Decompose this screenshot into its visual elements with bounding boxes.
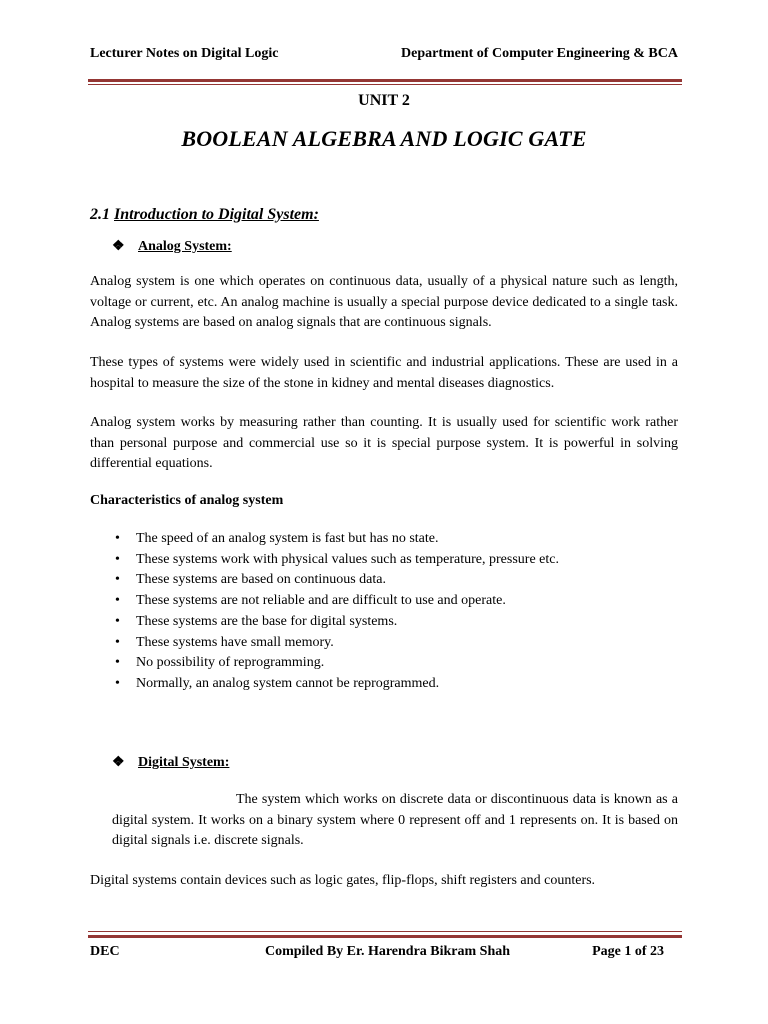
analog-paragraph-1: Analog system is one which operates on continuous data, usually of a physical nature such as length, voltage or current, etc. An analog machine is usually a special purpose device dedicated to a single task. Analog systems are based on analog signals that are continuous signals.	[90, 274, 678, 330]
characteristics-heading: Characteristics of analog system	[90, 493, 284, 508]
header-rule-thin	[88, 84, 682, 85]
list-item-text: No possibility of reprogramming.	[136, 655, 325, 671]
bullet-dot-icon: •	[115, 531, 120, 546]
list-item-text: These systems are the base for digital systems.	[136, 613, 398, 629]
footer-left-text: DEC	[90, 944, 120, 959]
bullet-dot-icon: •	[115, 572, 120, 588]
list-item	[90, 550, 678, 571]
analog-paragraph-3: Analog system works by measuring rather than counting. It is usually used for scientific work rather than personal purpose and commercial use so it is special purpose system. It is powerful in solving differential equations.	[90, 415, 678, 471]
bullet-dot-icon: •	[115, 675, 120, 691]
list-item-text: The speed of an analog system is fast but has no state.	[136, 531, 439, 546]
header-rule-thick	[88, 79, 682, 82]
header-left-text: Lecturer Notes on Digital Logic	[90, 46, 279, 61]
diamond-icon: ❖	[112, 755, 125, 770]
page-title: BOOLEAN ALGEBRA AND LOGIC GATE	[181, 126, 587, 151]
list-item	[90, 653, 678, 674]
digital-subheading	[112, 754, 229, 771]
section-title: Introduction to Digital System:	[114, 206, 319, 223]
bullet-dot-icon: •	[115, 551, 120, 567]
list-item-text: These systems have small memory.	[136, 634, 334, 650]
list-item	[90, 633, 678, 654]
analog-paragraph-2: These types of systems were widely used in scientific and industrial applications. These are used in a hospital to measure the size of the stone in kidney and mental diseases diagnostics.	[90, 355, 678, 391]
footer-rule-thin	[88, 931, 682, 932]
bullet-dot-icon: •	[115, 593, 120, 609]
digital-heading-text: Digital System:	[138, 755, 230, 770]
footer-rule-thick	[88, 935, 682, 938]
bullet-dot-icon: •	[115, 655, 120, 671]
bullet-dot-icon: •	[115, 613, 120, 629]
list-item	[90, 591, 678, 612]
list-item-text: Normally, an analog system cannot be reprogrammed.	[136, 675, 440, 691]
diamond-icon: ❖	[112, 239, 125, 254]
section-number: 2.1	[90, 206, 110, 223]
list-item	[90, 570, 678, 591]
unit-heading: UNIT 2	[358, 92, 410, 109]
page-footer	[90, 944, 678, 964]
header-right-text: Department of Computer Engineering & BCA	[401, 46, 678, 61]
digital-paragraph-2: Digital systems contain devices such as logic gates, flip-flops, shift registers and counters.	[90, 873, 596, 888]
footer-author-text: Compiled By Er. Harendra Bikram Shah	[265, 944, 511, 959]
list-item-text: These systems are not reliable and are difficult to use and operate.	[136, 593, 506, 609]
bullet-dot-icon: •	[115, 634, 120, 650]
digital-paragraph-1: The system which works on discrete data or discontinuous data is known as a digital system. It works on a binary system where 0 represent off and 1 represents on. It is based on digital signals i.e. discrete signals.	[112, 792, 678, 848]
list-item-text: These systems work with physical values such as temperature, pressure etc.	[136, 551, 559, 567]
list-item	[90, 674, 678, 695]
list-item-text: These systems are based on continuous data.	[136, 572, 386, 588]
analog-heading-text: Analog System:	[138, 239, 232, 254]
section-heading	[90, 206, 319, 224]
list-item	[90, 529, 678, 550]
page-number: Page 1 of 23	[592, 944, 664, 959]
list-item	[90, 612, 678, 633]
analog-subheading	[112, 238, 232, 255]
characteristics-list	[90, 529, 678, 695]
page-header	[90, 46, 678, 66]
